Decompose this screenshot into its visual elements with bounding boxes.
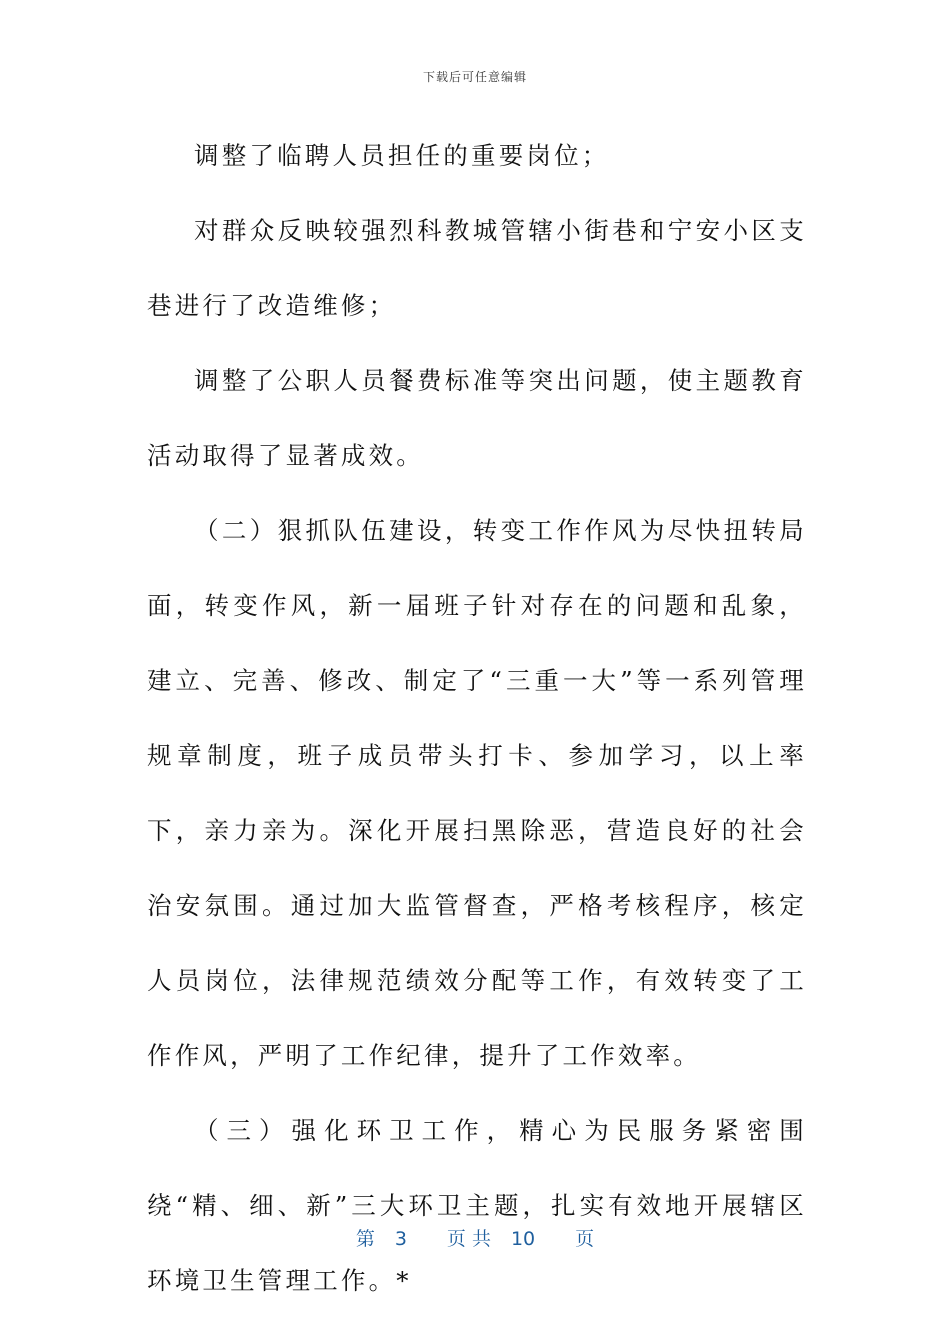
document-body xyxy=(147,118,807,1318)
page-footer xyxy=(0,1224,950,1251)
header-note: 下载后可任意编辑 xyxy=(422,70,527,84)
footer-suffix: 页 xyxy=(575,1228,595,1250)
paragraph: （三）强化环卫工作，精心为民服务紧密围绕“精、细、新”三大环卫主题，扎实有效地开展辖区环境卫生管理工作。* xyxy=(147,1116,807,1295)
paragraph: （二）狠抓队伍建设，转变工作作风为尽快扭转局面，转变作风，新一届班子针对存在的问题和乱象，建立、完善、修改、制定了“三重一大”等一系列管理规章制度，班子成员带头打卡、参加学习，以上率下，亲力亲为。深化开展扫黑除恶，营造良好的社会治安氛围。通过加大监管督查，严格考核程序，核定人员岗位，法律规范绩效分配等工作，有效转变了工作作风，严明了工作纪律，提升了工作效率。 xyxy=(147,516,807,1070)
paragraph: 调整了临聘人员担任的重要岗位； xyxy=(194,141,610,170)
footer-prefix: 第 xyxy=(355,1228,375,1250)
current-page-number: 3 xyxy=(394,1228,407,1250)
footer-middle: 页 共 xyxy=(446,1228,491,1250)
paragraph: 调整了公职人员餐费标准等突出问题，使主题教育活动取得了显著成效。 xyxy=(147,366,807,470)
paragraph: 对群众反映较强烈科教城管辖小街巷和宁安小区支巷进行了改造维修； xyxy=(147,216,807,320)
total-pages-number: 10 xyxy=(510,1228,536,1250)
